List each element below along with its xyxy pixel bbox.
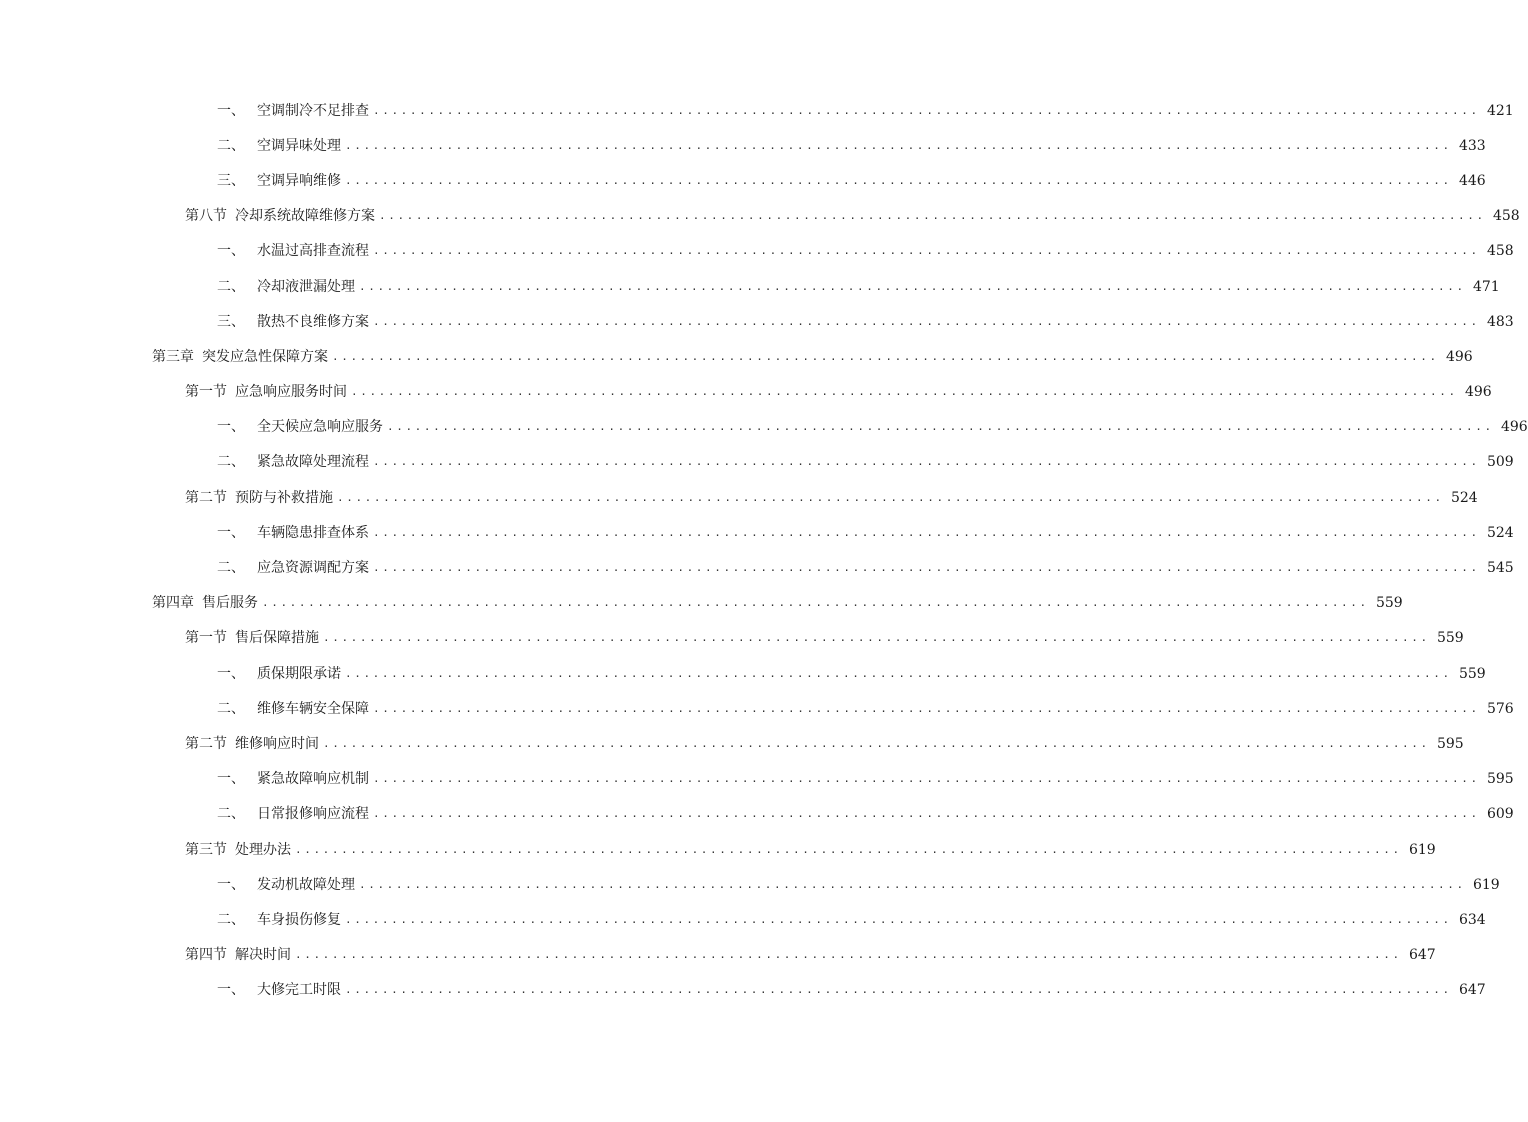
toc-entry-title: 质保期限承诺 [257, 665, 341, 682]
toc-entry-page-number: 458 [1486, 243, 1514, 260]
toc-entry[interactable] [0, 375, 1492, 410]
toc-entry-number: 第八节 [185, 208, 227, 225]
dot-leader: ........................................................................................................................ [387, 420, 1494, 434]
toc-entry-number: 第三节 [185, 841, 227, 858]
toc-entry-page-number: 619 [1408, 841, 1436, 858]
toc-entry-number: 一、 [217, 419, 245, 436]
toc-entry[interactable] [0, 621, 1464, 656]
toc-entry-title: 空调异响维修 [257, 172, 341, 189]
toc-entry-page-number: 471 [1472, 278, 1500, 295]
toc-entry-number: 二、 [217, 806, 245, 823]
dot-leader: ........................................................................................................................ [373, 701, 1480, 715]
toc-entry-number: 二、 [217, 911, 245, 928]
dot-leader: ........................................................................................................................ [332, 349, 1439, 363]
toc-entry[interactable] [0, 938, 1436, 973]
toc-entry[interactable] [0, 691, 1514, 726]
dot-leader: ........................................................................................................................ [351, 385, 1458, 399]
toc-entry-page-number: 595 [1436, 735, 1464, 752]
toc-entry-page-number: 496 [1500, 419, 1528, 436]
dot-leader: ........................................................................................................................ [345, 173, 1452, 187]
toc-entry-number: 三、 [217, 313, 245, 330]
toc-entry[interactable] [0, 304, 1514, 339]
toc-entry[interactable] [0, 199, 1520, 234]
toc-entry[interactable] [0, 269, 1500, 304]
toc-entry-number: 二、 [217, 137, 245, 154]
dot-leader: ........................................................................................................................ [345, 138, 1452, 152]
toc-entry-title: 水温过高排查流程 [257, 243, 369, 260]
toc-entry-page-number: 634 [1458, 911, 1486, 928]
toc-entry[interactable] [0, 762, 1514, 797]
dot-leader: ........................................................................................................................ [323, 631, 1430, 645]
toc-entry-page-number: 545 [1486, 560, 1514, 577]
toc-entry[interactable] [0, 832, 1436, 867]
toc-entry-page-number: 609 [1486, 806, 1514, 823]
dot-leader: ........................................................................................................................ [373, 807, 1480, 821]
toc-entry-number: 一、 [217, 771, 245, 788]
toc-entry[interactable] [0, 726, 1464, 761]
dot-leader: ........................................................................................................................ [373, 561, 1480, 575]
toc-entry-page-number: 483 [1486, 313, 1514, 330]
dot-leader: ........................................................................................................................ [262, 596, 1369, 610]
toc-entry-page-number: 496 [1445, 348, 1473, 365]
toc-entry-number: 第三章 [152, 348, 194, 365]
toc-entry[interactable] [0, 515, 1514, 550]
dot-leader: ........................................................................................................................ [373, 772, 1480, 786]
toc-entry-title: 应急响应服务时间 [235, 384, 347, 401]
toc-entry[interactable] [0, 445, 1514, 480]
toc-entry[interactable] [0, 867, 1500, 902]
toc-entry-title: 车辆隐患排查体系 [257, 524, 369, 541]
toc-entry-title: 维修车辆安全保障 [257, 700, 369, 717]
toc-entry-number: 二、 [217, 560, 245, 577]
toc-entry-number: 第四章 [152, 595, 194, 612]
toc-entry[interactable] [0, 234, 1514, 269]
dot-leader: ........................................................................................................................ [373, 103, 1480, 117]
toc-entry-page-number: 458 [1492, 208, 1520, 225]
dot-leader: ........................................................................................................................ [295, 842, 1402, 856]
toc-entry-title: 突发应急性保障方案 [202, 348, 328, 365]
toc-entry-title: 售后保障措施 [235, 630, 319, 647]
toc-entry-number: 二、 [217, 700, 245, 717]
toc-entry[interactable] [0, 797, 1514, 832]
toc-entry[interactable] [0, 480, 1478, 515]
toc-entry-number: 一、 [217, 102, 245, 119]
toc-entry-page-number: 576 [1486, 700, 1514, 717]
toc-entry-title: 紧急故障响应机制 [257, 771, 369, 788]
dot-leader: ........................................................................................................................ [373, 525, 1480, 539]
toc-entry-title: 售后服务 [202, 595, 258, 612]
dot-leader: ........................................................................................................................ [379, 209, 1486, 223]
dot-leader: ........................................................................................................................ [359, 877, 1466, 891]
toc-entry-page-number: 496 [1464, 384, 1492, 401]
toc-entry-title: 紧急故障处理流程 [257, 454, 369, 471]
toc-entry[interactable] [0, 339, 1473, 374]
dot-leader: ........................................................................................................................ [345, 666, 1452, 680]
toc-entry[interactable] [0, 586, 1403, 621]
toc-entry-title: 大修完工时限 [257, 982, 341, 999]
toc-entry-page-number: 446 [1458, 172, 1486, 189]
toc-entry-page-number: 559 [1458, 665, 1486, 682]
toc-entry[interactable] [0, 550, 1514, 585]
dot-leader: ........................................................................................................................ [337, 490, 1444, 504]
toc-entry-number: 第一节 [185, 384, 227, 401]
toc-entry-number: 第四节 [185, 947, 227, 964]
toc-entry-number: 一、 [217, 243, 245, 260]
dot-leader: ........................................................................................................................ [373, 455, 1480, 469]
toc-entry-page-number: 647 [1408, 947, 1436, 964]
toc-entry-title: 应急资源调配方案 [257, 560, 369, 577]
toc-entry[interactable] [0, 163, 1486, 198]
toc-entry-number: 三、 [217, 172, 245, 189]
toc-entry-page-number: 524 [1486, 524, 1514, 541]
toc-entry-title: 处理办法 [235, 841, 291, 858]
toc-entry-title: 车身损伤修复 [257, 911, 341, 928]
toc-entry-number: 第一节 [185, 630, 227, 647]
dot-leader: ........................................................................................................................ [345, 912, 1452, 926]
toc-entry-number: 一、 [217, 524, 245, 541]
toc-entry-title: 散热不良维修方案 [257, 313, 369, 330]
toc-entry[interactable] [0, 93, 1514, 128]
toc-entry-page-number: 559 [1436, 630, 1464, 647]
toc-entry-number: 第二节 [185, 489, 227, 506]
toc-entry-title: 冷却液泄漏处理 [257, 278, 355, 295]
toc-entry-number: 一、 [217, 876, 245, 893]
dot-leader: ........................................................................................................................ [373, 244, 1480, 258]
toc-entry-page-number: 619 [1472, 876, 1500, 893]
dot-leader: ........................................................................................................................ [373, 314, 1480, 328]
dot-leader: ........................................................................................................................ [345, 983, 1452, 997]
toc-entry-page-number: 647 [1458, 982, 1486, 999]
toc-entry-page-number: 421 [1486, 102, 1514, 119]
toc-entry-title: 空调制冷不足排查 [257, 102, 369, 119]
toc-entry-title: 日常报修响应流程 [257, 806, 369, 823]
toc-entry[interactable] [0, 410, 1528, 445]
dot-leader: ........................................................................................................................ [359, 279, 1466, 293]
toc-entry-number: 二、 [217, 454, 245, 471]
toc-entry-title: 解决时间 [235, 947, 291, 964]
toc-entry-number: 一、 [217, 665, 245, 682]
toc-entry-title: 冷却系统故障维修方案 [235, 208, 375, 225]
toc-entry-title: 维修响应时间 [235, 735, 319, 752]
toc-entry-page-number: 509 [1486, 454, 1514, 471]
toc-entry-title: 空调异味处理 [257, 137, 341, 154]
toc-entry-page-number: 595 [1486, 771, 1514, 788]
toc-entry-number: 第二节 [185, 735, 227, 752]
dot-leader: ........................................................................................................................ [295, 948, 1402, 962]
toc-entry-title: 预防与补救措施 [235, 489, 333, 506]
dot-leader: ........................................................................................................................ [323, 736, 1430, 750]
toc-entry-page-number: 433 [1458, 137, 1486, 154]
toc-entry-number: 二、 [217, 278, 245, 295]
toc-entry[interactable] [0, 128, 1486, 163]
table-of-contents [0, 93, 1528, 1008]
toc-entry[interactable] [0, 656, 1486, 691]
toc-entry[interactable] [0, 973, 1486, 1008]
toc-entry-page-number: 559 [1375, 595, 1403, 612]
toc-entry[interactable] [0, 902, 1486, 937]
toc-entry-title: 发动机故障处理 [257, 876, 355, 893]
toc-entry-title: 全天候应急响应服务 [257, 419, 383, 436]
toc-entry-page-number: 524 [1450, 489, 1478, 506]
toc-entry-number: 一、 [217, 982, 245, 999]
